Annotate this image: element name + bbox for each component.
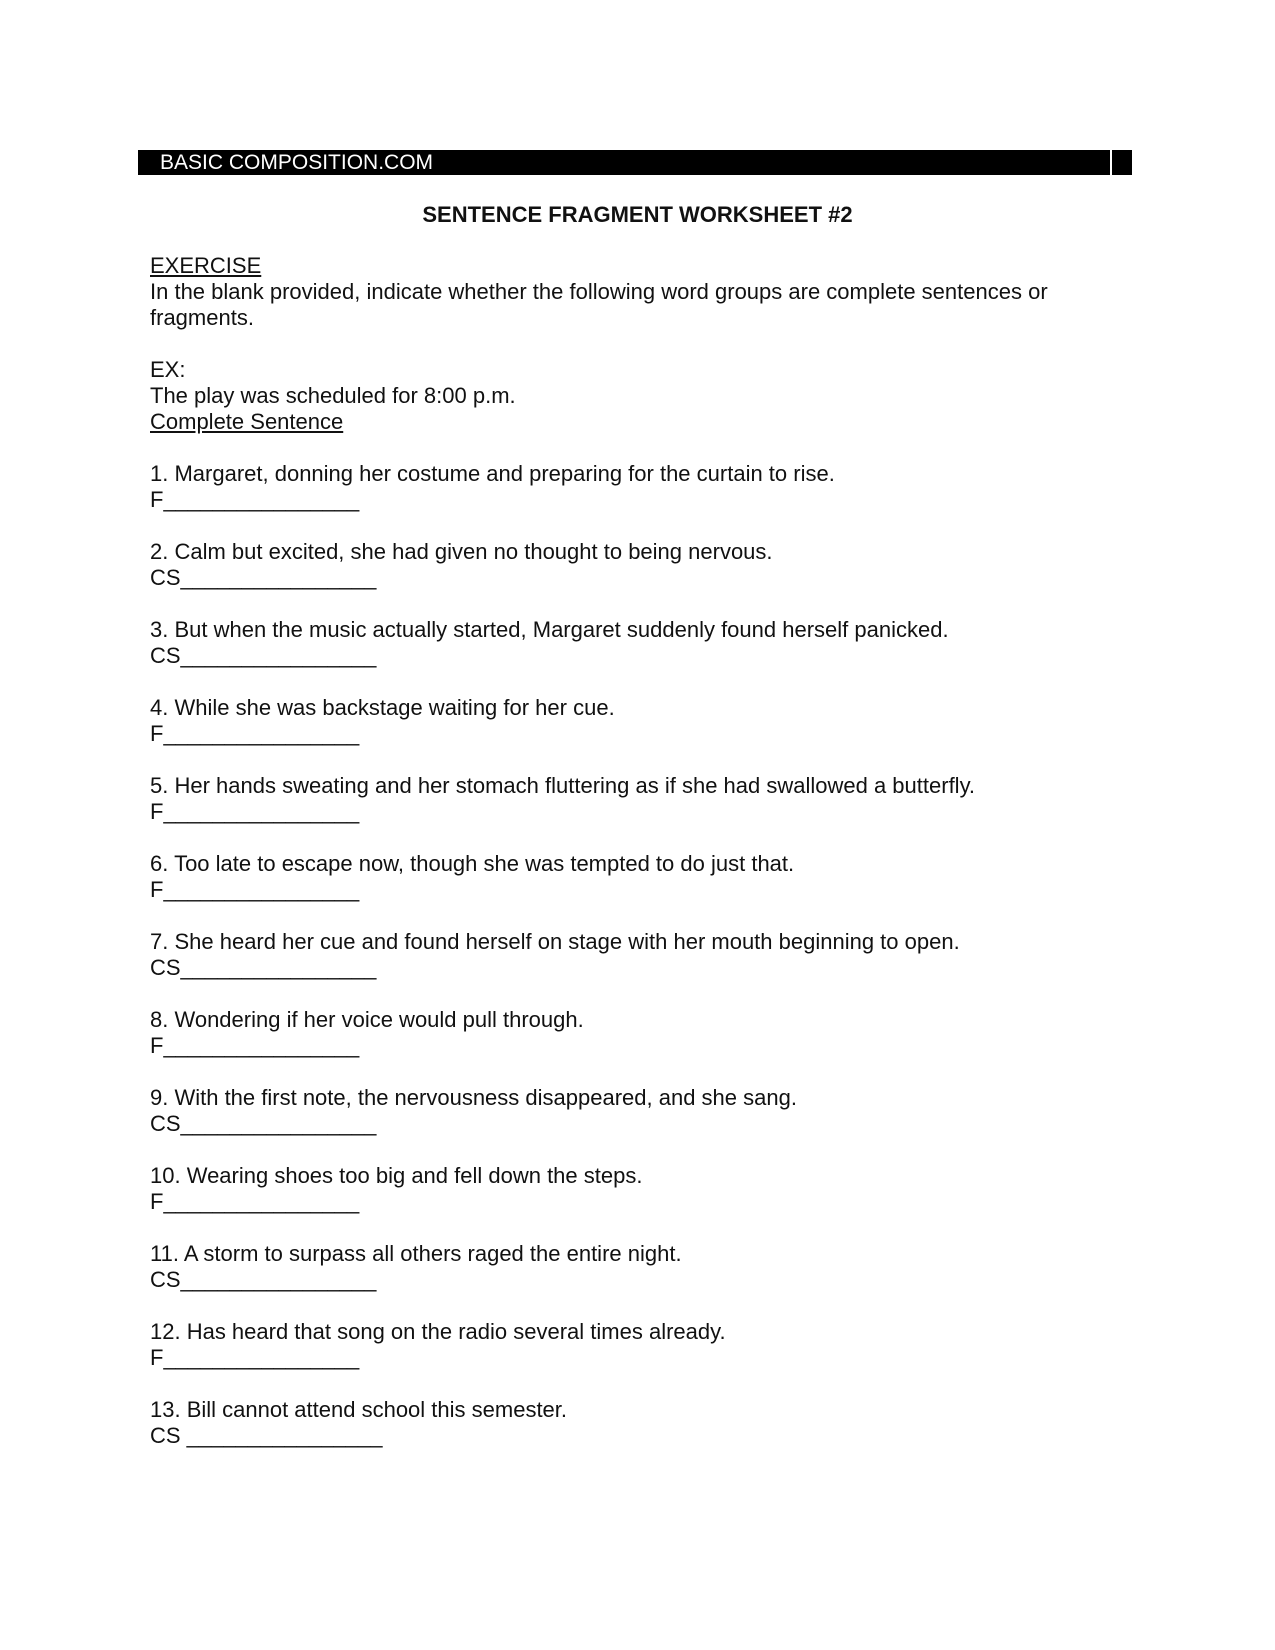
item-answer-blank: CS________________ xyxy=(150,1267,377,1292)
list-item xyxy=(150,1241,1110,1293)
list-item xyxy=(150,1007,1110,1059)
list-item xyxy=(150,1319,1110,1371)
example-answer: Complete Sentence xyxy=(150,409,344,434)
list-item xyxy=(150,773,1110,825)
worksheet-title: SENTENCE FRAGMENT WORKSHEET #2 xyxy=(422,202,853,227)
list-item xyxy=(150,461,1110,513)
item-answer-blank: F________________ xyxy=(150,487,360,512)
item-sentence: 10. Wearing shoes too big and fell down the steps. xyxy=(150,1163,643,1188)
site-banner xyxy=(138,150,1132,175)
list-item xyxy=(150,1085,1110,1137)
item-sentence: 1. Margaret, donning her costume and preparing for the curtain to rise. xyxy=(150,461,835,486)
item-answer-blank: CS ________________ xyxy=(150,1423,383,1448)
list-item xyxy=(150,617,1110,669)
exercise-instructions: In the blank provided, indicate whether the following word groups are complete sentences or fragments. xyxy=(150,279,1048,330)
list-item xyxy=(150,1397,1110,1449)
item-answer-blank: CS________________ xyxy=(150,1111,377,1136)
item-answer-blank: F________________ xyxy=(150,721,360,746)
item-sentence: 5. Her hands sweating and her stomach fluttering as if she had swallowed a butterfly. xyxy=(150,773,976,798)
item-sentence: 9. With the first note, the nervousness disappeared, and she sang. xyxy=(150,1085,797,1110)
item-answer-blank: F________________ xyxy=(150,877,360,902)
item-sentence: 13. Bill cannot attend school this semester. xyxy=(150,1397,568,1422)
example-label: EX: xyxy=(150,357,186,382)
item-answer-blank: CS________________ xyxy=(150,565,377,590)
item-answer-blank: F________________ xyxy=(150,1345,360,1370)
item-answer-blank: F________________ xyxy=(150,1033,360,1058)
banner-text: BASIC COMPOSITION.COM xyxy=(160,151,434,174)
item-sentence: 3. But when the music actually started, Margaret suddenly found herself panicked. xyxy=(150,617,949,642)
list-item xyxy=(150,929,1110,981)
item-answer-blank: F________________ xyxy=(150,799,360,824)
banner-divider xyxy=(1110,150,1112,175)
exercise-heading: EXERCISE xyxy=(150,253,262,278)
list-item xyxy=(150,539,1110,591)
item-answer-blank: CS________________ xyxy=(150,955,377,980)
item-sentence: 11. A storm to surpass all others raged the entire night. xyxy=(150,1241,682,1266)
list-item xyxy=(150,1163,1110,1215)
item-sentence: 12. Has heard that song on the radio several times already. xyxy=(150,1319,726,1344)
item-sentence: 7. She heard her cue and found herself on stage with her mouth beginning to open. xyxy=(150,929,960,954)
list-item xyxy=(150,851,1110,903)
spacer xyxy=(150,331,1110,357)
item-answer-blank: F________________ xyxy=(150,1189,360,1214)
item-sentence: 6. Too late to escape now, though she was tempted to do just that. xyxy=(150,851,795,876)
spacer xyxy=(150,435,1110,461)
example-sentence: The play was scheduled for 8:00 p.m. xyxy=(150,383,516,408)
item-answer-blank: CS________________ xyxy=(150,643,377,668)
list-item xyxy=(150,695,1110,747)
item-sentence: 2. Calm but excited, she had given no thought to being nervous. xyxy=(150,539,773,564)
item-sentence: 8. Wondering if her voice would pull through. xyxy=(150,1007,584,1032)
item-sentence: 4. While she was backstage waiting for her cue. xyxy=(150,695,615,720)
worksheet-content xyxy=(150,253,1110,1475)
